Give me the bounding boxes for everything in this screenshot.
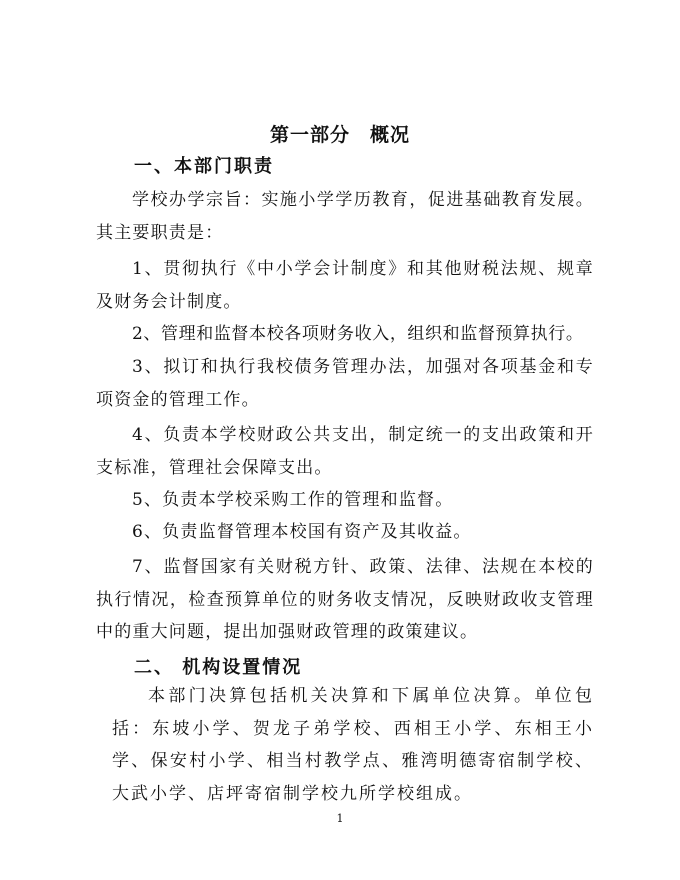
paragraph-duty-5: 5、负责本学校采购工作的管理和监督。 bbox=[132, 490, 454, 510]
section-heading-organization: 二、 机构设置情况 bbox=[134, 657, 303, 678]
paragraph-duty-7: 7、监督国家有关财税方针、政策、法律、法规在本校的执行情况，检查预算单位的财务收支情况，反映财政收支管理中的重大问题，提出加强财政管理的政策建议。 bbox=[96, 557, 594, 643]
paragraph-organization: 本部门决算包括机关决算和下属单位决算。单位包括：东坡小学、贺龙子弟学校、西相王小学、东相王小学、保安村小学、相当村教学点、雅湾明德寄宿制学校、大武小学、店坪寄宿制学校九所学校组成。 bbox=[112, 686, 594, 804]
paragraph-duty-1: 1、贯彻执行《中小学会计制度》和其他财税法规、规章及财务会计制度。 bbox=[96, 259, 594, 312]
paragraph-duty-6: 6、负责监督管理本校国有资产及其收益。 bbox=[132, 522, 472, 542]
section-heading-responsibilities: 一、本部门职责 bbox=[134, 156, 274, 177]
page-number: 1 bbox=[336, 812, 344, 825]
paragraph-duty-4: 4、负责本学校财政公共支出，制定统一的支出政策和开支标准，管理社会保障支出。 bbox=[96, 425, 594, 478]
paragraph-duty-3: 3、拟订和执行我校债务管理办法，加强对各项基金和专项资金的管理工作。 bbox=[96, 357, 594, 410]
paragraph-mission: 学校办学宗旨：实施小学学历教育，促进基础教育发展。其主要职责是： bbox=[96, 190, 594, 243]
page-title: 第一部分 概况 bbox=[269, 124, 410, 146]
paragraph-duty-2: 2、管理和监督本校各项财务收入，组织和监督预算执行。 bbox=[132, 324, 584, 344]
